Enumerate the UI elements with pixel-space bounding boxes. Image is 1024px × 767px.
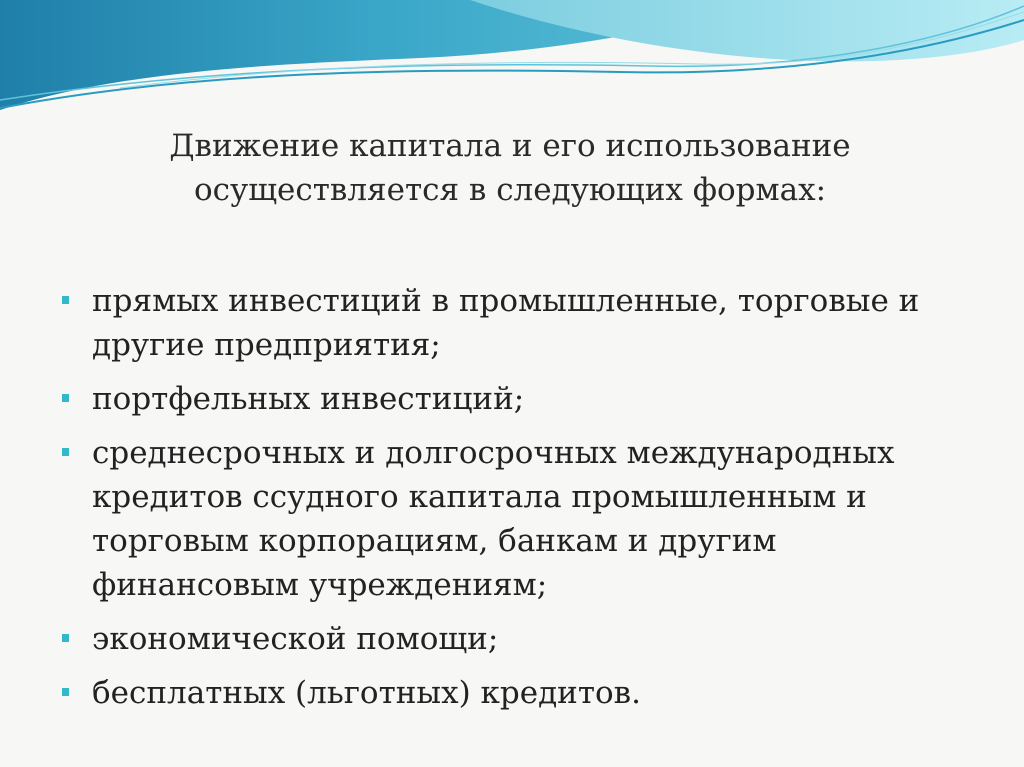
bullet-square-icon	[62, 296, 69, 304]
bullet-text: портфельных инвестиций;	[92, 381, 525, 417]
bullet-item	[62, 377, 962, 421]
bullet-square-icon	[62, 394, 69, 402]
bullet-square-icon	[62, 688, 69, 696]
bullet-square-icon	[62, 448, 69, 456]
slide-title	[120, 124, 900, 212]
bullet-item	[62, 431, 962, 607]
title-line-2: осуществляется в следующих формах:	[193, 172, 827, 208]
bullet-list	[62, 279, 962, 725]
wave-banner	[0, 0, 1024, 130]
bullet-item	[62, 279, 962, 367]
bullet-text: экономической помощи;	[92, 621, 499, 657]
bullet-item	[62, 671, 962, 715]
bullet-text: среднесрочных и долгосрочных международных кредитов ссудного капитала промышленным и торговым корпорациям, банкам и другим финансовым учреждениям;	[92, 435, 895, 603]
title-line-1: Движение капитала и его использование	[169, 128, 851, 164]
bullet-text: бесплатных (льготных) кредитов.	[92, 675, 641, 711]
bullet-text: прямых инвестиций в промышленные, торговые и другие предприятия;	[92, 283, 920, 363]
bullet-item	[62, 617, 962, 661]
bullet-square-icon	[62, 634, 69, 642]
